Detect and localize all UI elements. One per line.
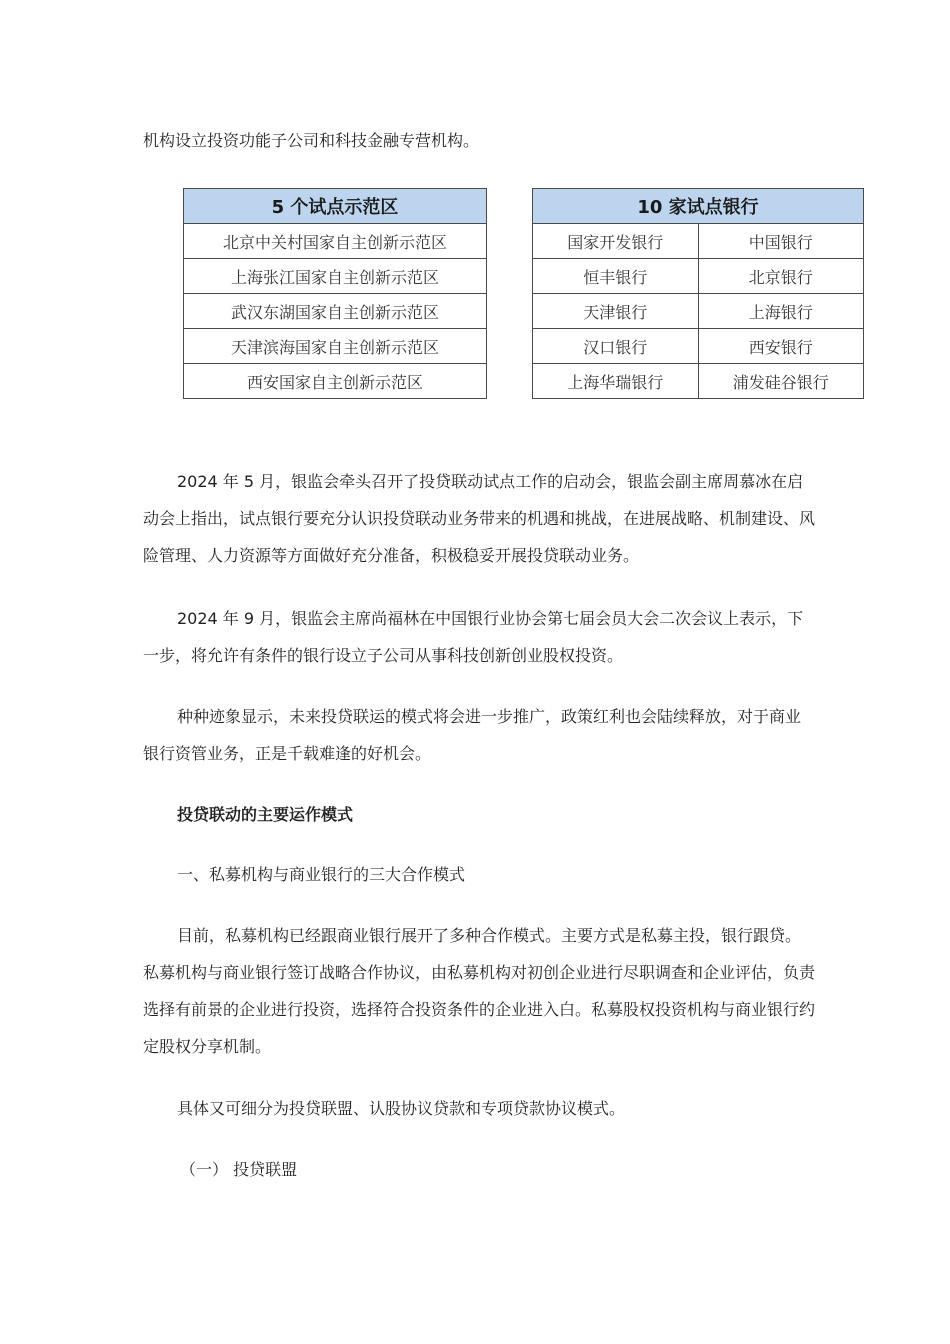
table-cell: 西安国家自主创新示范区 [184, 364, 487, 399]
table-cell: 汉口银行 [533, 329, 699, 364]
table-cell: 天津滨海国家自主创新示范区 [184, 329, 487, 364]
table-cell: 北京中关村国家自主创新示范区 [184, 224, 487, 259]
main-heading: 投贷联动的主要运作模式 [177, 805, 354, 824]
paragraph-5: 具体又可细分为投贷联盟、认股协议贷款和专项贷款协议模式。 [177, 1099, 626, 1118]
table-cell: 上海张江国家自主创新示范区 [184, 259, 487, 294]
paragraph-1: 2024 年 5 月，银监会牵头召开了投贷联动试点工作的启动会，银监会副主席周慕冰在启动会上指出，试点银行要充分认识投贷联动业务带来的机遇和挑战，在进展战略、机制建设、风险管理、人力资源等方面做好充分准备，积极稳妥开展投贷联动业务。 [143, 472, 816, 565]
pilot-banks-table [532, 188, 864, 399]
paragraph-4: 目前，私募机构已经跟商业银行展开了多种合作模式。主要方式是私募主投，银行跟贷。私募机构与商业银行签订战略合作协议，由私募机构对初创企业进行尽职调查和企业评估，负责选择有前景的企业进行投资，选择符合投资条件的企业进入白。私募股权投资机构与商业银行约定股权分享机制。 [143, 926, 816, 1056]
table-cell: 天津银行 [533, 294, 699, 329]
table-cell: 西安银行 [698, 329, 864, 364]
intro-line: 机构设立投资功能子公司和科技金融专营机构。 [143, 131, 480, 150]
table-cell: 武汉东湖国家自主创新示范区 [184, 294, 487, 329]
table-cell: 国家开发银行 [533, 224, 699, 259]
table-cell: 恒丰银行 [533, 259, 699, 294]
table-header: 5 个试点示范区 [184, 189, 487, 224]
table-cell: 中国银行 [698, 224, 864, 259]
table-cell: 上海华瑞银行 [533, 364, 699, 399]
subsection-heading: （一） 投贷联盟 [180, 1160, 298, 1179]
table-header: 10 家试点银行 [533, 189, 864, 224]
table-cell: 北京银行 [698, 259, 864, 294]
table-cell: 上海银行 [698, 294, 864, 329]
pilot-zones-table [183, 188, 487, 399]
paragraph-2: 2024 年 9 月，银监会主席尚福林在中国银行业协会第七届会员大会二次会议上表示，下一步，将允许有条件的银行设立子公司从事科技创新创业股权投资。 [143, 609, 804, 665]
paragraph-3: 种种迹象显示，未来投贷联运的模式将会进一步推广，政策红利也会陆续释放，对于商业银行资管业务，正是千载难逢的好机会。 [143, 707, 802, 763]
section-heading: 一、私募机构与商业银行的三大合作模式 [177, 865, 466, 884]
table-cell: 浦发硅谷银行 [698, 364, 864, 399]
